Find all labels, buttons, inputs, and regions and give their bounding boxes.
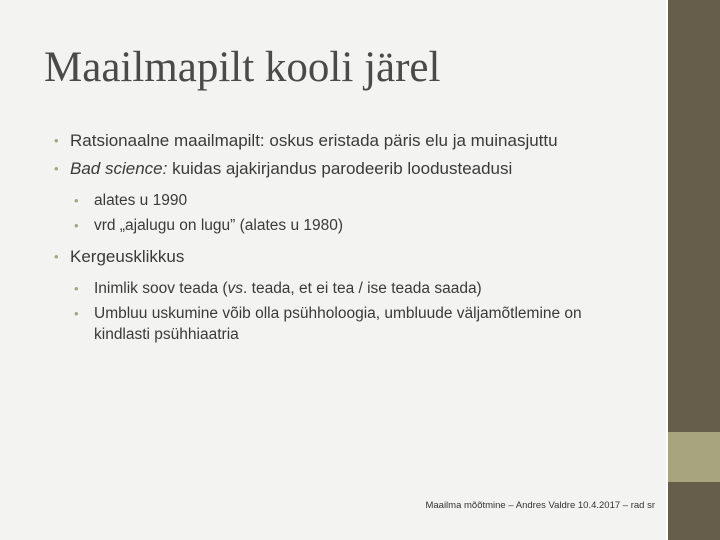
bullet-icon: •: [74, 306, 79, 321]
bullet-icon: •: [74, 218, 79, 233]
sub-bullet-item: [54, 190, 634, 211]
bullet-icon: •: [74, 193, 79, 208]
bullet-icon: •: [54, 249, 59, 264]
bullet-item-1: [54, 130, 634, 152]
sub-bullet-text: alates u 1990: [94, 192, 188, 209]
sub-bullet-text: Umbluu uskumine võib olla psühholoogia, umbluude väljamõtlemine on kindlasti psühhiaatria: [94, 305, 582, 343]
sub-bullet-emphasis: vs: [227, 280, 244, 297]
sub-bullet-text: Inimlik soov teada (: [94, 280, 228, 297]
sub-bullet-text: . teada, et ei tea / ise teada saada): [243, 280, 482, 297]
bullet-list: [54, 130, 634, 349]
sub-bullet-item: [54, 303, 634, 345]
bullet-text: Ratsionaalne maailmapilt: oskus eristada päris elu ja muinasjuttu: [70, 131, 558, 150]
side-accent-block: [668, 432, 720, 482]
bullet-icon: •: [54, 161, 59, 176]
bullet-text: Kergeusklikkus: [70, 247, 185, 266]
slide-title: Maailmapilt kooli järel: [44, 44, 441, 91]
bullet-text: kuidas ajakirjandus parodeerib loodusteadusi: [167, 159, 513, 178]
bullet-emphasis: Bad science:: [70, 159, 168, 178]
bullet-item-3: [54, 246, 634, 268]
sub-bullet-item: [54, 215, 634, 236]
sub-bullet-item: [54, 278, 634, 299]
sub-bullet-text: vrd „ajalugu on lugu” (alates u 1980): [94, 217, 344, 234]
slide-footer: Maailma mõõtmine – Andres Valdre 10.4.2017 – rad sr: [425, 500, 655, 511]
bullet-icon: •: [54, 133, 59, 148]
bullet-icon: •: [74, 281, 79, 296]
bullet-item-2: [54, 158, 634, 180]
